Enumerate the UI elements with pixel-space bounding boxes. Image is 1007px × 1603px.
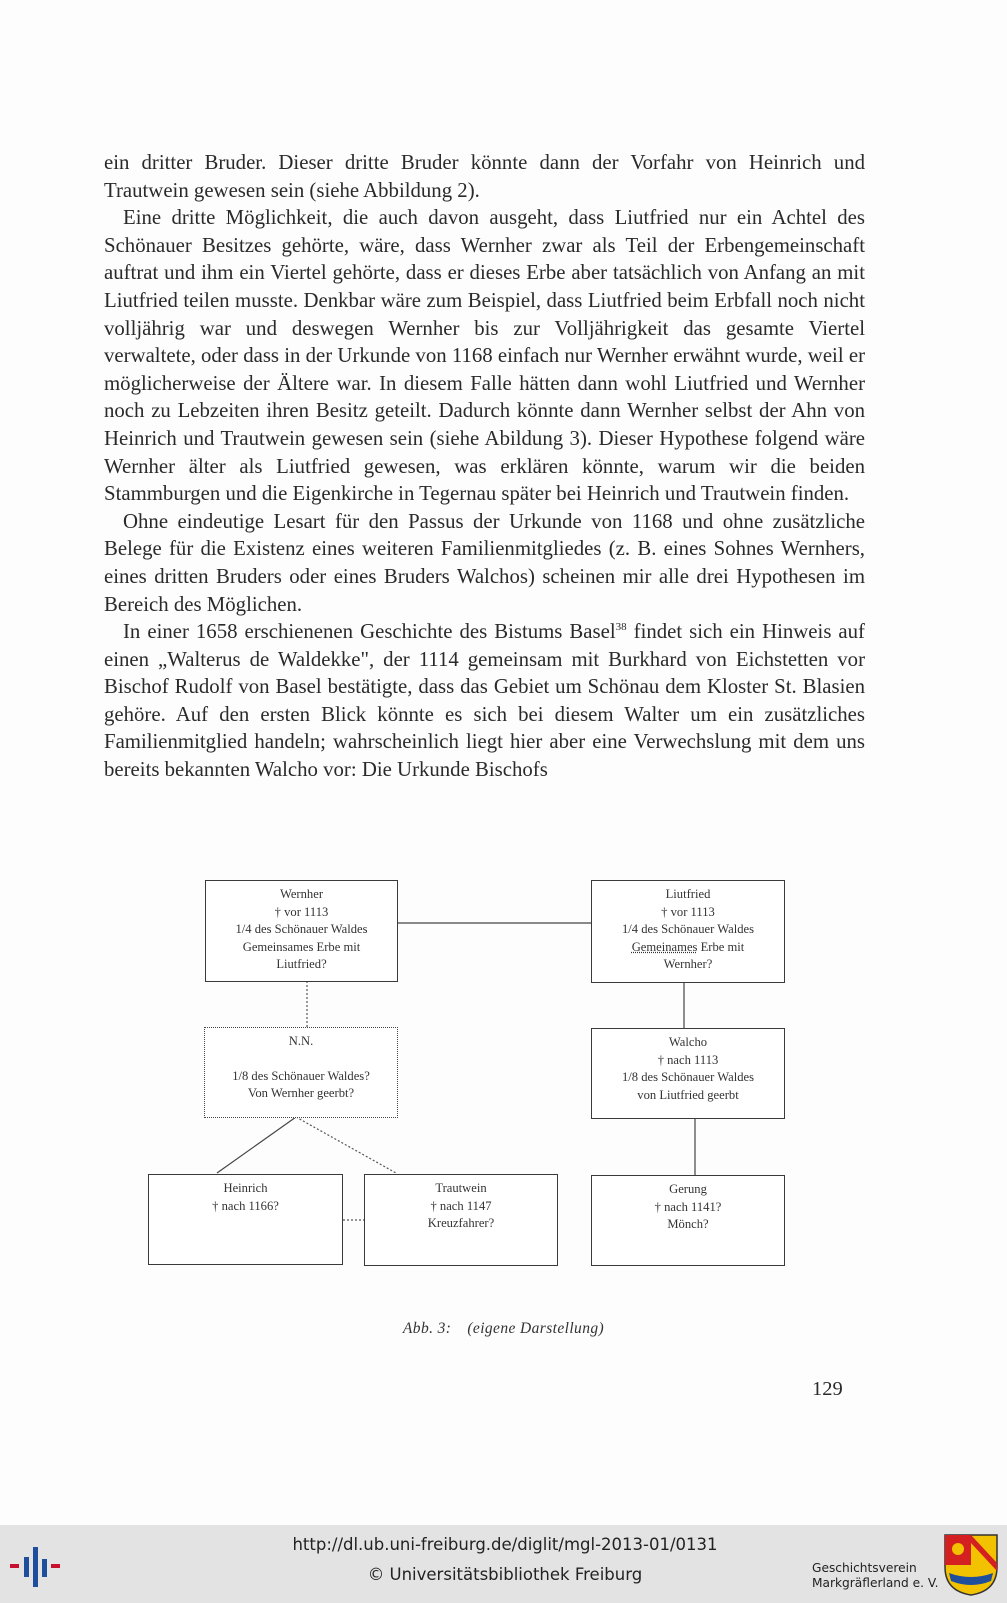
walcho-name: Walcho <box>668 1035 708 1049</box>
connector-nn-heinrich <box>217 1117 296 1173</box>
nn-spacer <box>205 1051 397 1068</box>
footer-bar <box>0 1525 1007 1603</box>
connector-nn-trautwein <box>296 1117 396 1173</box>
wernher-death: † vor 1113 <box>274 904 329 919</box>
box-gerung <box>591 1175 785 1266</box>
figure-caption <box>0 1320 1007 1338</box>
gerung-death: † nach 1141? <box>654 1199 722 1214</box>
paragraph-4 <box>104 618 865 784</box>
box-nn <box>204 1027 398 1118</box>
ub-freiburg-logo-icon <box>10 1539 70 1589</box>
liutfried-share: 1/4 des Schönauer Waldes <box>621 922 754 936</box>
footnote-ref-38[interactable]: 38 <box>615 621 627 634</box>
gerung-name: Gerung <box>669 1182 707 1196</box>
box-liutfried <box>591 880 785 983</box>
heinrich-death: † nach 1166? <box>212 1198 279 1213</box>
org-line-1: Geschichtsverein <box>812 1561 917 1575</box>
gerung-note: Mönch? <box>667 1217 709 1231</box>
page-number: 129 <box>812 1378 843 1400</box>
box-trautwein <box>364 1174 558 1266</box>
org-line-2: Markgräflerland e. V. <box>812 1576 939 1590</box>
heinrich-name: Heinrich <box>223 1181 268 1195</box>
nn-note: Von Wernher geerbt? <box>247 1086 355 1100</box>
wernher-note-2: Liutfried? <box>276 957 327 971</box>
liutfried-death: † vor 1113 <box>661 904 715 919</box>
footer-organization <box>812 1561 939 1591</box>
liutfried-name: Liutfried <box>665 887 711 901</box>
trautwein-death: † nach 1147 <box>430 1198 492 1213</box>
trautwein-name: Trautwein <box>435 1181 487 1195</box>
liutfried-note <box>592 939 784 957</box>
wernher-share: 1/4 des Schönauer Waldes <box>235 922 368 936</box>
box-heinrich <box>148 1174 343 1265</box>
paragraph-4-start: In einer 1658 erschienenen Geschichte des Bistums Basel <box>123 620 616 644</box>
box-wernher <box>205 880 398 982</box>
paragraph-3: Ohne eindeutige Lesart für den Passus der Urkunde von 1168 und ohne zusätzliche Belege für die Existenz eines weiteren Familienmitgliedes (z. B. eines Sohnes Wernhers, eines dritten Bruders oder eines Bruders Walchos) scheinen mir alle drei Hypothesen im Bereich des Möglichen. <box>104 509 865 616</box>
family-tree-diagram <box>0 880 1007 1320</box>
caption-label: Abb. 3: <box>402 1320 452 1337</box>
box-walcho <box>591 1028 785 1119</box>
body-text <box>104 149 865 784</box>
liutfried-note-2: Wernher? <box>663 957 713 971</box>
walcho-death: † nach 1113 <box>657 1052 719 1067</box>
nn-share: 1/8 des Schönauer Waldes? <box>232 1068 370 1083</box>
footer-copyright: © Universitätsbibliothek Freiburg <box>367 1565 643 1584</box>
nn-name: N.N. <box>288 1034 314 1048</box>
paragraph-2: Eine dritte Möglichkeit, die auch davon ausgeht, dass Liutfried nur ein Achtel des Schönauer Besitzes gehörte, wäre, dass Wernher zwar als Teil der Erbengemeinschaft auftrat und ihm ein Viertel gehörte, dass er dieses Erbe aber tatsächlich von Anfang an mit Liutfried teilen musste. Denkbar wäre zum Beispiel, dass Liutfried beim Erbfall noch nicht volljährig war und deswegen Wernher bis zur Volljährigkeit das gesamte Viertel verwaltete, oder dass in der Urkunde von 1168 einfach nur Wernher erwähnt wurde, weil er möglicherweise der Ältere war. In diesem Falle hätten dann wohl Liutfried und Wernher noch zu Lebzeiten ihren Besitz geteilt. Dadurch könnte dann Wernher selbst der Ahn von Heinrich und Trautwein gewesen sein (siehe Abildung 3). Dieser Hypothese folgend wäre Wernher älter als Liutfried gewesen, was erklären könnte, warum wir die beiden Stammburgen und die Eigenkirche in Tegernau später bei Heinrich und Trautwein finden. <box>104 206 865 506</box>
walcho-share: 1/8 des Schönauer Waldes <box>621 1070 754 1084</box>
wernher-note: Gemeinsames Erbe mit <box>242 939 361 954</box>
paragraph-4-rest: findet sich ein Hinweis auf einen „Walterus de Waldekke", der 1114 gemeinsam mit Burkhard von Eichstetten vor Bischof Rudolf von Basel bestätigte, dass das Gebiet um Schönau dem Kloster St. Blasien gehöre. Auf den ersten Blick könnte es sich bei diesem Walter um ein zusätzliches Familienmitglied handeln; wahrscheinlich liegt hier aber eine Verwechslung mit dem uns bereits bekannten Walcho vor: Die Urkunde Bischofs <box>104 620 865 782</box>
footer-url-link[interactable]: http://dl.ub.uni-freiburg.de/diglit/mgl-2013-01/0131 <box>292 1535 718 1554</box>
trautwein-note: Kreuzfahrer? <box>427 1216 495 1230</box>
wernher-name: Wernher <box>279 887 324 901</box>
paragraph-1: ein dritter Bruder. Dieser dritte Bruder könnte dann der Vorfahr von Heinrich und Trautwein gewesen sein (siehe Abbildung 2). <box>104 151 865 202</box>
liutfried-note-underlined: Gemeinames <box>631 939 698 954</box>
liutfried-note-rest: Erbe mit <box>697 939 745 954</box>
coat-of-arms-icon <box>943 1533 999 1597</box>
walcho-note: von Liutfried geerbt <box>637 1087 739 1102</box>
caption-text: (eigene Darstellung) <box>467 1320 605 1337</box>
